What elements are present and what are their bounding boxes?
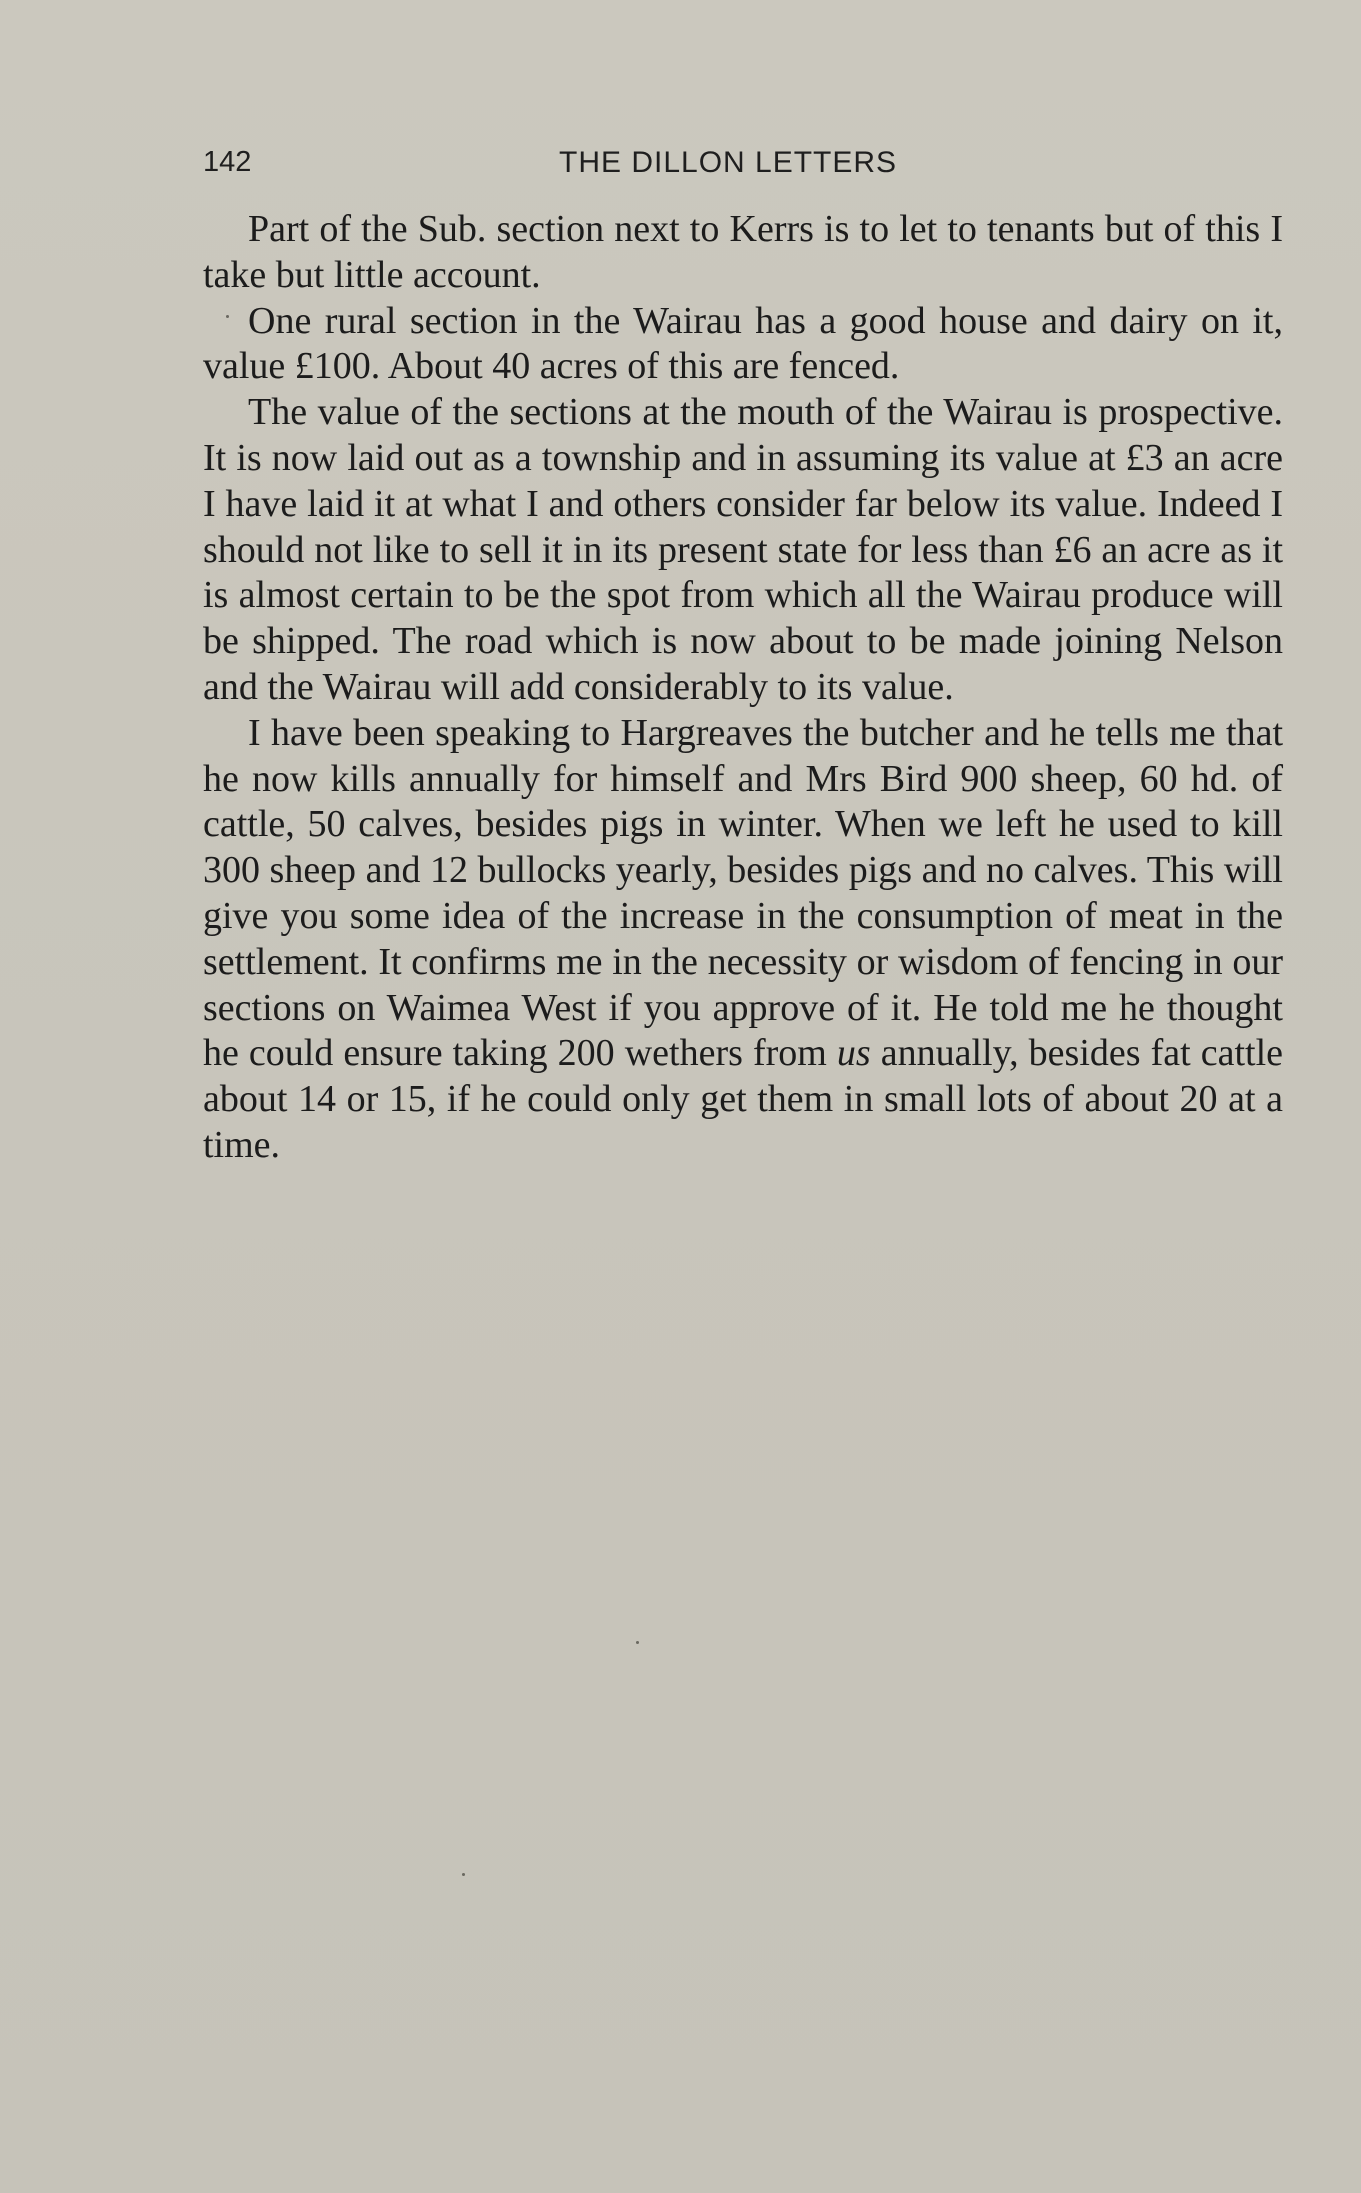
paper-speck [636, 1641, 639, 1644]
paragraph-1: Part of the Sub. section next to Kerrs is to let to tenants but of this I take but little account. [203, 208, 1283, 296]
paragraph-4-text: I have been speaking to Hargreaves the butcher and he tells me that he now kills annually for himself and Mrs Bird 900 sheep, 60 hd. of cattle, 50 calves, besides pigs in winter. When we left he used to kill 300 sheep and 12 bullocks yearly, besides pigs and no calves. This will give you some idea of the increase in the consumption of meat in the settlement. It confirms me in the necessity or wisdom of fencing in our sections on Waimea West if you approve of it. He told me he thought he could ensure taking 200 wethers from [203, 711, 1283, 1075]
paragraph-4 [203, 711, 1283, 1169]
page-number: 142 [203, 146, 252, 178]
paper-speck [226, 315, 229, 318]
italic-emphasis: us [836, 1032, 871, 1075]
running-title: THE DILLON LETTERS [559, 146, 898, 179]
paragraph-3: The value of the sections at the mouth of the Wairau is prospective. It is now laid out as a township and in assuming its value at £3 an acre I have laid it at what I and others consider far below its value. Indeed I should not like to sell it in its present state for less than £6 an acre as it is almost certain to be the spot from which all the Wairau produce will be shipped. The road which is now about to be made joining Nelson and the Wairau will add considerably to its value. [203, 391, 1283, 708]
paper-speck [462, 1873, 465, 1876]
body-text [203, 207, 1283, 1169]
paragraph-4-end: annually, besides fat cattle about 14 or 15, if he could only get them in small lots of about 20 at a time. [203, 1032, 1283, 1166]
running-head [203, 146, 1283, 186]
paragraph-2: One rural section in the Wairau has a good house and dairy on it, value £100. About 40 acres of this are fenced. [203, 299, 1283, 388]
